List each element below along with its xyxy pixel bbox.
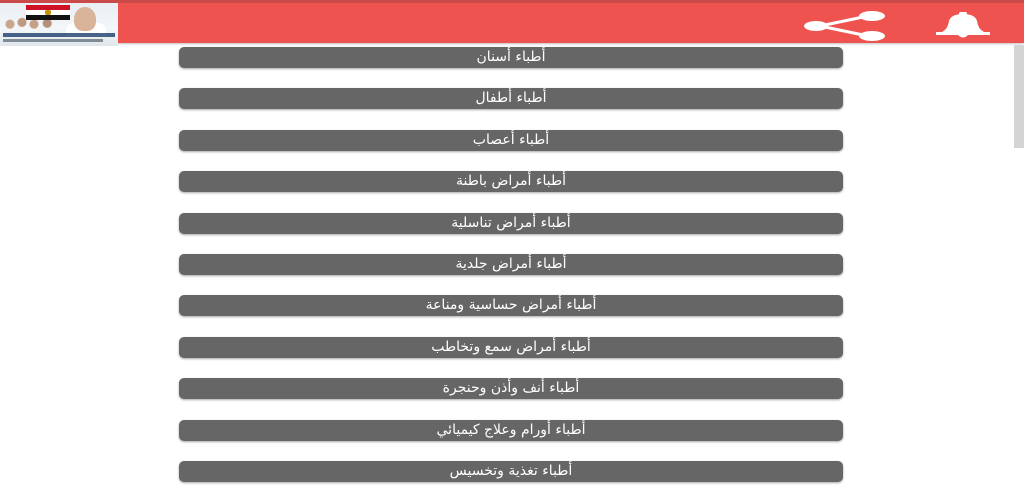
list-item-allergy-immunology[interactable]: أطباء أمراض حساسية ومناعة [179, 295, 843, 316]
list-item-internal-medicine[interactable]: أطباء أمراض باطنة [179, 171, 843, 192]
list-item-oncology-chemotherapy[interactable]: أطباء أورام وعلاج كيميائي [179, 420, 843, 441]
list-item-pediatricians[interactable]: أطباء أطفال [179, 88, 843, 109]
list-item-dermatology[interactable]: أطباء أمراض جلدية [179, 254, 843, 275]
list-item-ent[interactable]: أطباء أنف وأذن وحنجرة [179, 378, 843, 399]
app-header [0, 0, 1024, 43]
list-item-dentists[interactable]: أطباء أسنان [179, 47, 843, 68]
notifications-button[interactable] [928, 9, 998, 41]
list-item-nutrition-weight-loss[interactable]: أطباء تغذية وتخسيس [179, 461, 843, 482]
bell-icon [928, 9, 998, 41]
list-item-hearing-speech[interactable]: أطباء أمراض سمع وتخاطب [179, 337, 843, 358]
logo-doctor-image [74, 7, 96, 31]
specialty-list [179, 47, 843, 502]
app-logo [0, 3, 118, 46]
share-icon [800, 11, 890, 41]
logo-title-text [3, 33, 115, 37]
list-item-neurologists[interactable]: أطباء أعصاب [179, 130, 843, 151]
scrollbar[interactable] [1014, 45, 1024, 148]
logo-subtitle-text [3, 39, 103, 42]
egypt-flag-icon [26, 5, 70, 20]
share-button[interactable] [800, 11, 890, 41]
list-item-genital-diseases[interactable]: أطباء أمراض تناسلية [179, 213, 843, 234]
